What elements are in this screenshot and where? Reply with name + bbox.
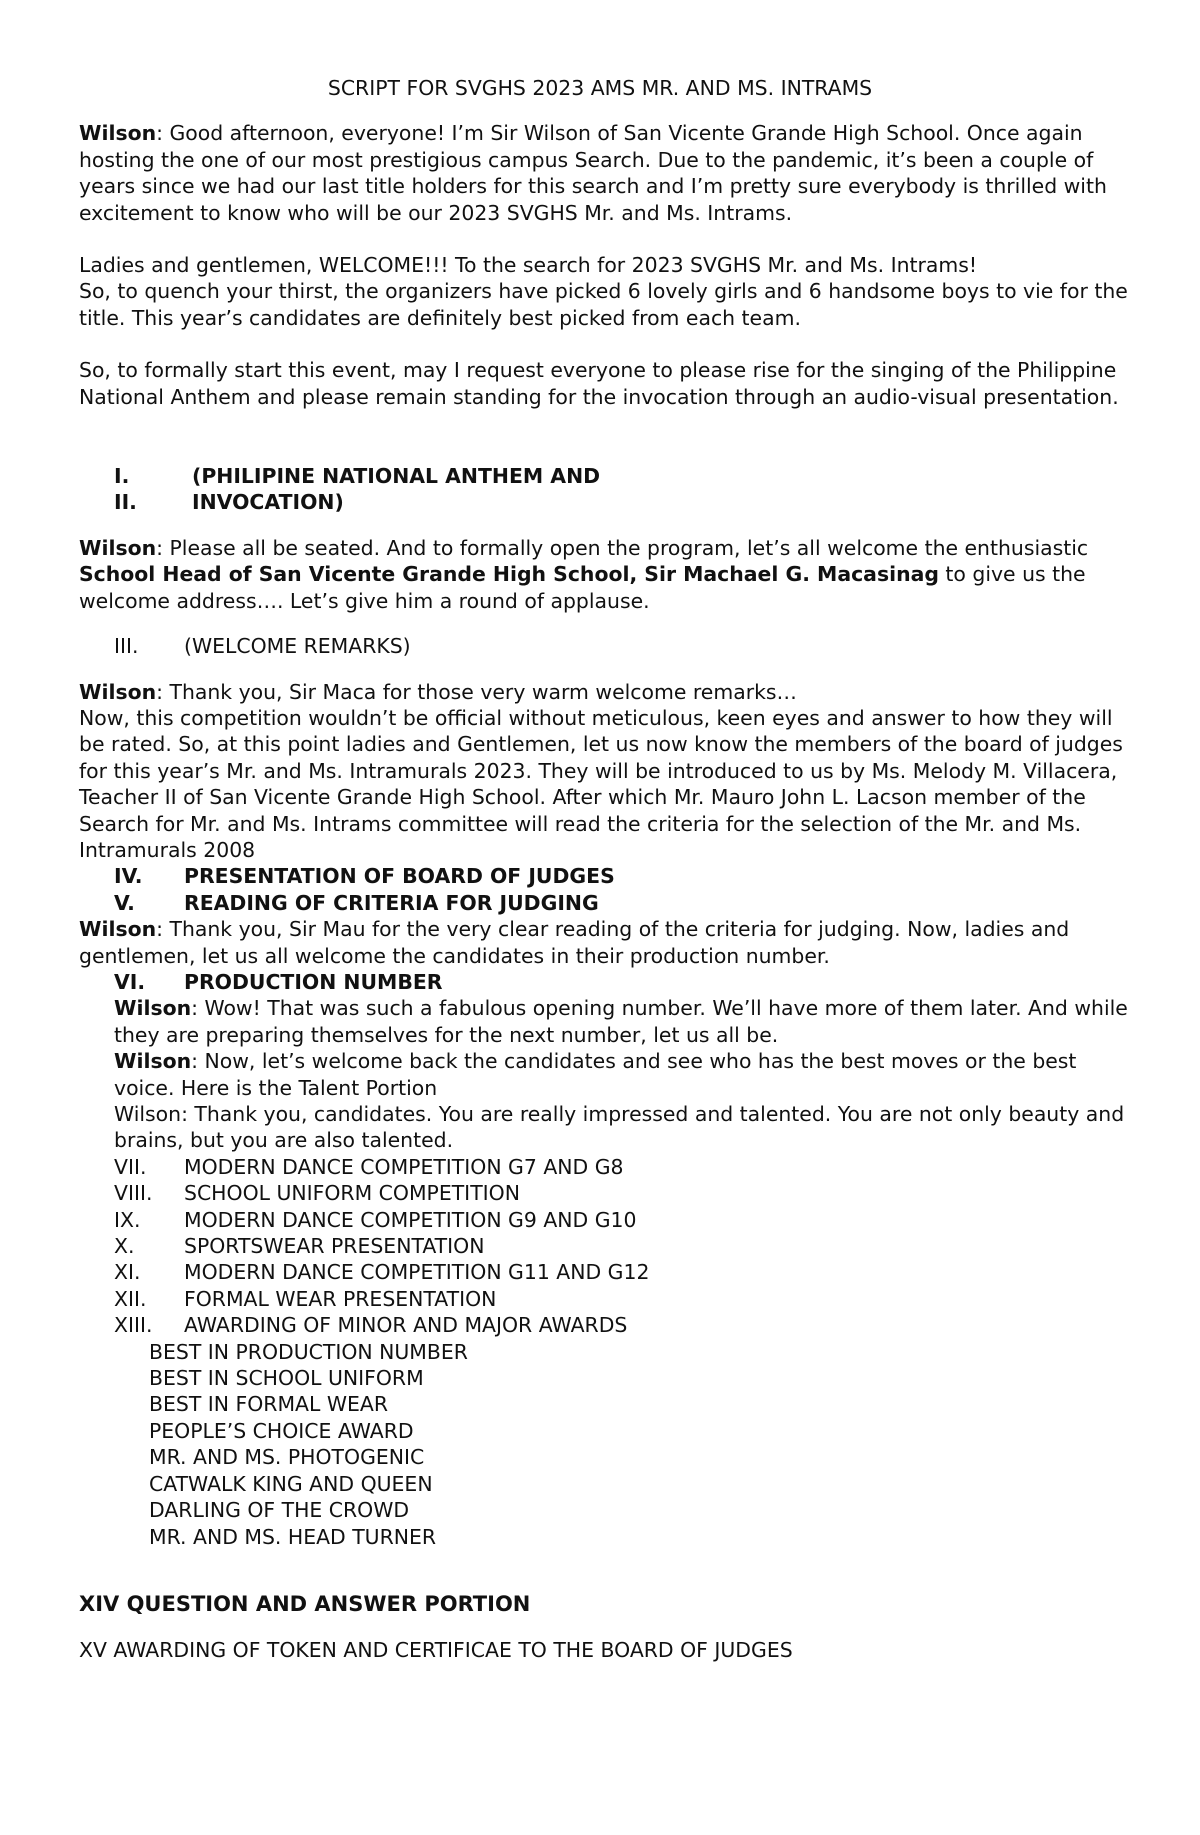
section-title: INVOCATION) — [192, 490, 344, 515]
item-number: VII. — [114, 1154, 147, 1179]
section-heading-qa: XIV QUESTION AND ANSWER PORTION — [79, 1591, 531, 1616]
item-text: AWARDING OF MINOR AND MAJOR AWARDS — [184, 1313, 628, 1338]
section-heading — [114, 863, 1139, 889]
list-item — [114, 1180, 1139, 1206]
section-heading — [114, 969, 1139, 995]
paragraph-judges: Now, this competition wouldn’t be official without meticulous, keen eyes and answer to how they will be rated. So, at this point ladies and Gentlemen, let us now know the members of the board of judges for this year’s Mr. and Ms. Intramurals 2023. They will be introduced to us by Ms. Melody M. Villacera, Teacher II of San Vicente Grande High School. After which Mr. Mauro John L. Lacson member of the Search for Mr. and Ms. Intrams committee will read the criteria for the selection of the Mr. and Ms. Intramurals 2008 — [79, 705, 1123, 862]
section-number: III. — [114, 634, 139, 659]
section-number: V. — [114, 890, 135, 915]
school-head-name: School Head of San Vicente Grande High School, Sir Machael G. Macasinag — [79, 562, 939, 587]
page-title: SCRIPT FOR SVGHS 2023 AMS MR. AND MS. INTRAMS — [327, 76, 873, 100]
paragraph-text: : Please all be seated. And to formally open the program, let’s all welcome the enthusiastic — [156, 535, 1089, 560]
paragraph-text: to give us the welcome address…. Let’s give him a round of applause. — [79, 562, 1086, 613]
section-title: READING OF CRITERIA FOR JUDGING — [184, 890, 599, 915]
paragraph-intro — [79, 120, 1139, 226]
paragraph-candidates: So, to quench your thirst, the organizers have picked 6 lovely girls and 6 handsome boys to vie for the title. This year’s candidates are definitely best picked from each team. — [79, 279, 1128, 330]
paragraph-text: : Wow! That was such a fabulous opening number. We’ll have more of them later. And while they are preparing themselves for the next number, let us all be. — [114, 996, 1128, 1047]
list-item — [114, 1154, 1139, 1180]
list-item — [114, 1233, 1139, 1259]
section-number: IV. — [114, 864, 143, 889]
award-item: PEOPLE’S CHOICE AWARD — [149, 1418, 414, 1443]
production-notes — [114, 995, 1139, 1153]
section-heading — [114, 489, 1139, 515]
awards-list — [149, 1339, 1139, 1550]
list-item — [114, 1312, 1139, 1338]
speaker-name: Wilson — [114, 1049, 192, 1074]
award-item: DARLING OF THE CROWD — [149, 1498, 410, 1523]
paragraph-anthem-request: So, to formally start this event, may I request everyone to please rise for the singing of the Philippine National Anthem and please remain standing for the invocation through an audio-visual presentation. — [79, 358, 1119, 409]
paragraph-talent — [114, 1048, 1139, 1101]
item-number: XII. — [114, 1286, 147, 1311]
section-heading-judges-award: XV AWARDING OF TOKEN AND CERTIFICAE TO THE BOARD OF JUDGES — [79, 1638, 793, 1663]
paragraph-talent-thanks: Wilson: Thank you, candidates. You are really impressed and talented. You are not only beauty and brains, but you are also talented. — [114, 1102, 1125, 1153]
paragraph-text: : Now, let’s welcome back the candidates and see who has the best moves or the best voice. Here is the Talent Portion — [114, 1049, 1077, 1100]
paragraph-text: : Good afternoon, everyone! I’m Sir Wilson of San Vicente Grande High School. Once again hosting the one of our most prestigious campus Search. Due to the pandemic, it’s been a couple of years since we had our last title holders for this search and I’m pretty sure everybody is thrilled with excitement to know who will be our 2023 SVGHS Mr. and Ms. Intrams. — [79, 121, 1107, 225]
item-number: IX. — [114, 1207, 141, 1232]
document-page — [79, 75, 1139, 1664]
item-text: FORMAL WEAR PRESENTATION — [184, 1286, 497, 1311]
section-number: VI. — [114, 969, 146, 994]
award-item: MR. AND MS. HEAD TURNER — [149, 1524, 437, 1549]
paragraph-text: : Thank you, Sir Mau for the very clear reading of the criteria for judging. Now, ladies and gentlemen, let us all welcome the candidates in their production number. — [79, 917, 1070, 968]
item-text: MODERN DANCE COMPETITION G11 AND G12 — [184, 1260, 650, 1285]
paragraph-text: : Thank you, Sir Maca for those very warm welcome remarks… — [156, 679, 797, 704]
paragraph-criteria-thanks — [79, 916, 1139, 969]
speaker-name: Wilson — [114, 996, 192, 1021]
paragraph-welcome: Ladies and gentlemen, WELCOME!!! To the search for 2023 SVGHS Mr. and Ms. Intrams! — [79, 253, 978, 278]
item-number: VIII. — [114, 1181, 153, 1206]
section-title: PRODUCTION NUMBER — [184, 969, 443, 994]
item-number: X. — [114, 1234, 135, 1259]
section-title: (PHILIPINE NATIONAL ANTHEM AND — [192, 464, 601, 489]
award-item: BEST IN FORMAL WEAR — [149, 1392, 388, 1417]
section-heading — [114, 890, 1139, 916]
item-text: SCHOOL UNIFORM COMPETITION — [184, 1181, 520, 1206]
speaker-name: Wilson — [79, 535, 157, 560]
speaker-name: Wilson — [79, 917, 157, 942]
section-title: PRESENTATION OF BOARD OF JUDGES — [184, 864, 615, 889]
item-number: XI. — [114, 1260, 141, 1285]
section-number: II. — [114, 490, 137, 515]
award-item: MR. AND MS. PHOTOGENIC — [149, 1445, 425, 1470]
section-heading — [114, 463, 1139, 489]
item-text: MODERN DANCE COMPETITION G9 AND G10 — [184, 1207, 637, 1232]
list-item — [114, 1286, 1139, 1312]
list-item — [114, 1207, 1139, 1233]
speaker-name: Wilson — [79, 679, 157, 704]
item-number: XIII. — [114, 1313, 153, 1338]
award-item: BEST IN SCHOOL UNIFORM — [149, 1366, 424, 1391]
award-item: CATWALK KING AND QUEEN — [149, 1471, 433, 1496]
speaker-name: Wilson — [79, 121, 157, 146]
section-heading — [114, 633, 1139, 659]
section-title: (WELCOME REMARKS) — [184, 634, 411, 659]
section-number: I. — [114, 464, 130, 489]
item-text: SPORTSWEAR PRESENTATION — [184, 1234, 485, 1259]
award-item: BEST IN PRODUCTION NUMBER — [149, 1339, 468, 1364]
program-list — [114, 1154, 1139, 1339]
paragraph-opening-number — [114, 995, 1139, 1048]
paragraph-seated — [79, 535, 1139, 614]
item-text: MODERN DANCE COMPETITION G7 AND G8 — [184, 1154, 624, 1179]
list-item — [114, 1259, 1139, 1285]
paragraph-thanks — [79, 679, 1139, 705]
